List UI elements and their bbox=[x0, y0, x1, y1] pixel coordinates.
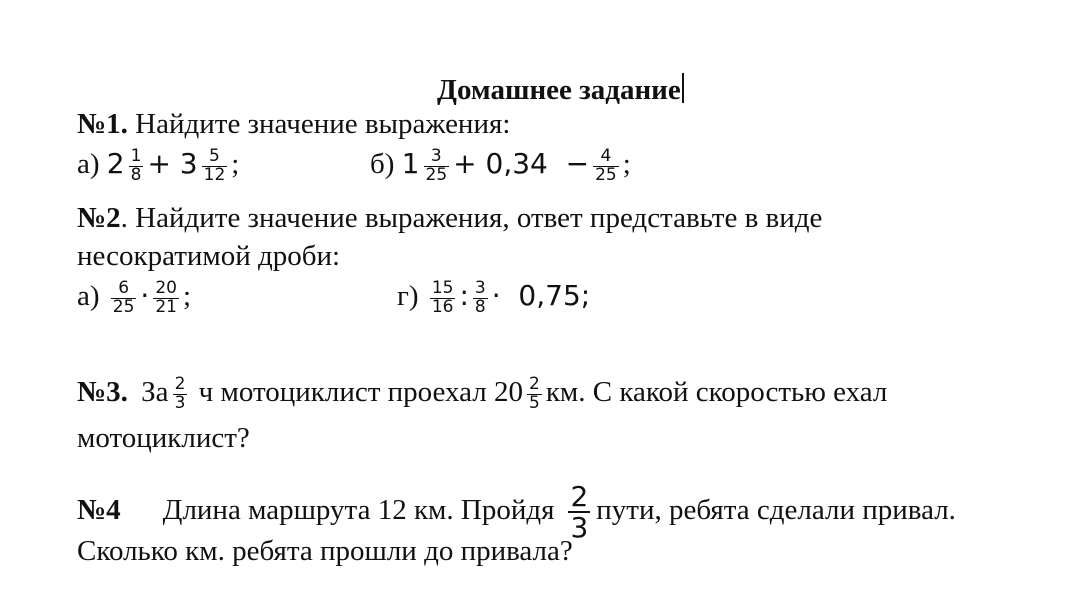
task-1-b-whole: 1 bbox=[401, 147, 420, 180]
fraction-denominator: 3 bbox=[174, 392, 186, 413]
task-1-text: Найдите значение выражения: bbox=[135, 108, 511, 140]
fraction-numerator: 2 bbox=[570, 480, 589, 513]
task-2-number: №2 bbox=[77, 202, 121, 234]
task-3-text-line-2: мотоциклист? bbox=[77, 422, 250, 454]
task-3-pre: За bbox=[141, 376, 169, 408]
fraction-numerator: 3 bbox=[430, 146, 442, 166]
fraction-denominator: 5 bbox=[528, 392, 540, 413]
fraction-numerator: 5 bbox=[209, 146, 220, 166]
task-4-post: пути, ребята сделали привал. bbox=[596, 494, 956, 527]
fraction bbox=[173, 376, 188, 413]
fraction bbox=[593, 148, 619, 185]
task-2-heading-line-2 bbox=[77, 242, 340, 271]
fraction bbox=[430, 280, 456, 317]
fraction-denominator: 3 bbox=[570, 511, 589, 545]
fraction-denominator: 25 bbox=[425, 164, 448, 185]
task-1-b-label: б) bbox=[370, 148, 395, 180]
fraction-denominator: 21 bbox=[155, 296, 177, 317]
fraction bbox=[527, 376, 542, 413]
task-4-line-1 bbox=[77, 482, 956, 543]
fraction-numerator: 4 bbox=[600, 146, 612, 166]
fraction-numerator: 2 bbox=[528, 374, 540, 394]
task-3-mid: ч мотоциклист проехал 20 bbox=[198, 376, 523, 408]
task-2-part-a bbox=[77, 280, 191, 317]
fraction bbox=[202, 148, 228, 185]
task-1-part-a bbox=[77, 148, 239, 185]
text-cursor bbox=[682, 73, 684, 103]
page-title bbox=[437, 73, 684, 105]
task-3-line-2 bbox=[77, 424, 250, 453]
task-1-b-middle: + 0,34 − bbox=[453, 147, 590, 180]
task-1-a-end: ; bbox=[231, 148, 240, 180]
page-title-text: Домашнее задание bbox=[437, 74, 681, 106]
fraction-numerator: 6 bbox=[118, 278, 130, 298]
task-1-number: №1. bbox=[77, 108, 128, 140]
task-2-part-g bbox=[397, 280, 590, 317]
task-3-post: км. С какой скоростью ехал bbox=[545, 376, 888, 408]
fraction bbox=[111, 280, 137, 317]
task-1-a-label: а) bbox=[77, 148, 100, 180]
fraction bbox=[153, 280, 179, 317]
fraction bbox=[424, 148, 450, 185]
task-4-line-2 bbox=[77, 537, 573, 566]
task-2-a-end: ; bbox=[182, 280, 192, 312]
fraction-denominator: 8 bbox=[474, 296, 486, 317]
fraction-denominator: 25 bbox=[112, 296, 135, 317]
task-1-a-plus: + 3 bbox=[147, 147, 198, 180]
task-2-g-label: г) bbox=[397, 280, 419, 312]
fraction bbox=[568, 482, 590, 543]
task-1-heading bbox=[77, 110, 510, 139]
task-1-b-end: ; bbox=[622, 148, 631, 180]
task-2-g-operator: : bbox=[459, 279, 469, 312]
fraction-denominator: 16 bbox=[431, 296, 454, 317]
task-3-number: №3. bbox=[77, 376, 128, 408]
fraction bbox=[473, 280, 488, 317]
task-2-text-line-2: несократимой дроби: bbox=[77, 240, 341, 272]
fraction-denominator: 12 bbox=[203, 164, 226, 185]
task-4-pre: Длина маршрута 12 км. Пройдя bbox=[162, 494, 555, 527]
fraction-numerator: 20 bbox=[155, 278, 177, 298]
task-2-text-line-1: . Найдите значение выражения, ответ представьте в виде bbox=[120, 202, 823, 234]
task-2-a-operator: · bbox=[140, 279, 150, 312]
task-4-number: №4 bbox=[77, 494, 121, 527]
fraction bbox=[129, 148, 144, 185]
task-3-line-1 bbox=[77, 376, 887, 413]
fraction-numerator: 3 bbox=[474, 278, 486, 298]
task-2-g-tail: · 0,75; bbox=[491, 279, 591, 312]
fraction-denominator: 8 bbox=[130, 164, 142, 185]
task-1-a-whole: 2 bbox=[106, 147, 125, 180]
task-1-part-b bbox=[370, 148, 631, 185]
task-2-a-label: а) bbox=[77, 280, 100, 312]
task-2-heading bbox=[77, 204, 822, 233]
fraction-numerator: 2 bbox=[174, 374, 186, 394]
fraction-denominator: 25 bbox=[595, 164, 617, 185]
fraction-numerator: 15 bbox=[431, 278, 454, 298]
fraction-numerator: 1 bbox=[130, 146, 142, 166]
task-4-text-line-2: Сколько км. ребята прошли до привала? bbox=[77, 535, 573, 567]
